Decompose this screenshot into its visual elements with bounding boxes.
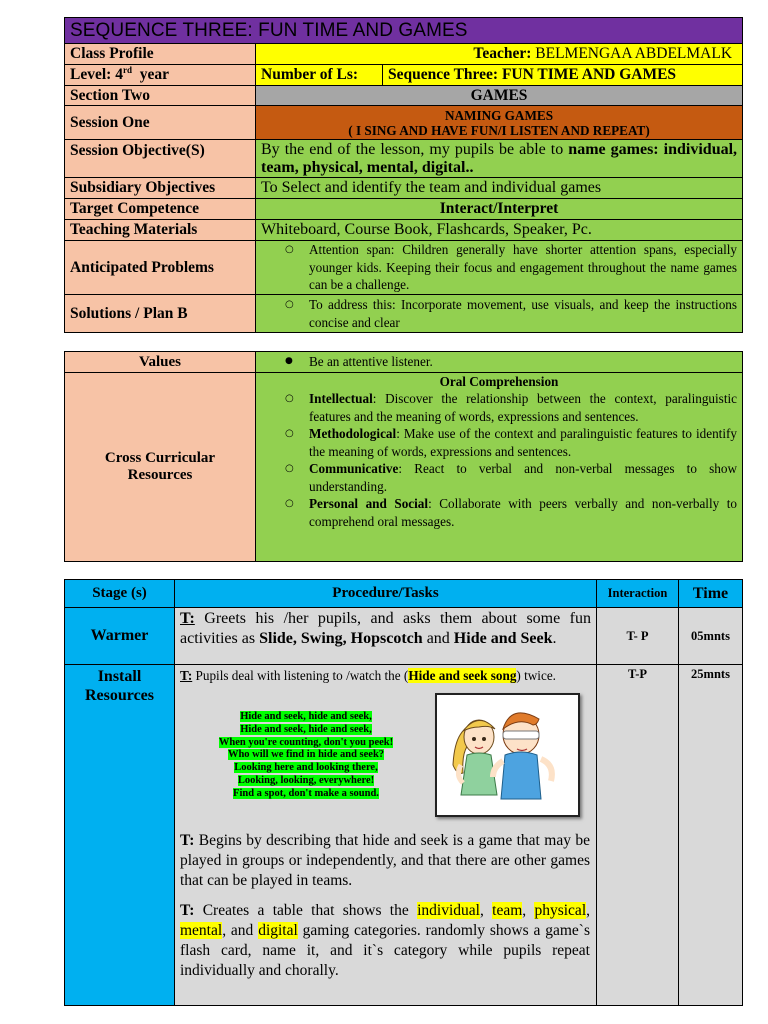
competency-item [261, 495, 737, 530]
para2-text: Begins by describing that hide and seek is a game that may be played in groups or independently, and that there are other games that can be played in teams. [180, 832, 590, 889]
problems-label: Anticipated Problems [65, 241, 256, 295]
cross-label-1: Cross Curricular [104, 450, 216, 466]
circle-bullet-icon: ○ [285, 498, 294, 509]
problems-cell [256, 241, 743, 295]
circle-bullet-icon: ○ [285, 299, 294, 310]
objective-cell [256, 140, 743, 178]
materials-text: Whiteboard, Course Book, Flashcards, Speaker, Pc. [256, 220, 743, 241]
song-line-text: Who will we find in hide and seek? [227, 749, 385, 761]
values-cell [256, 352, 743, 373]
install-task [175, 665, 597, 1006]
competency-text: : Collaborate with peers verbally and non-verbally to comprehend oral messages. [309, 496, 738, 529]
song-line-text: When you're counting, don't you peek! [218, 736, 394, 748]
category-mental: mental [180, 922, 223, 939]
oral-heading: Oral Comprehension [439, 374, 559, 389]
para3-a: Creates a table that shows the [194, 902, 418, 919]
solutions-list [261, 296, 737, 331]
para3-t: T: [180, 902, 195, 919]
session-label: Session One [65, 106, 256, 140]
song-line [206, 749, 406, 762]
competency-list [261, 390, 737, 530]
competency-term: Intellectual [309, 391, 373, 406]
sequence-title [65, 18, 743, 44]
sequence-value: FUN TIME AND GAMES [501, 66, 677, 83]
song-line [206, 762, 406, 775]
category-digital: digital [258, 922, 298, 939]
bullet-icon: ● [285, 356, 293, 367]
competence-label: Target Competence [65, 199, 256, 220]
warmer-games-1: Slide, Swing, Hopscotch [259, 630, 423, 647]
number-of-learners-label: Number of Ls: [256, 65, 383, 86]
category-team: team [492, 902, 523, 919]
lesson-profile-table [64, 17, 743, 333]
cross-curricular-label [65, 373, 256, 562]
install-text: Pupils deal with listening to /watch the ( [192, 668, 409, 683]
install-stage-1: Install [97, 668, 142, 685]
sep: , and [222, 922, 259, 939]
song-line [206, 711, 406, 724]
install-stage [65, 665, 175, 1006]
install-stage-2: Resources [84, 687, 155, 704]
category-individual: individual [417, 902, 480, 919]
warmer-games-2: Hide and Seek [453, 630, 553, 647]
level-text: Level: 4 [70, 66, 123, 84]
circle-bullet-icon: ○ [285, 463, 294, 474]
warmer-and: and [422, 630, 454, 647]
sep: , [479, 902, 493, 919]
solutions-item [261, 296, 737, 331]
solutions-label: Solutions / Plan B [65, 295, 256, 333]
song-line-text: Looking, looking, everywhere! [237, 774, 375, 786]
oral-comprehension-cell [256, 373, 743, 562]
competency-item [261, 425, 737, 460]
hide-and-seek-illustration [435, 693, 580, 817]
interaction-header: Interaction [597, 580, 679, 608]
level-label [65, 65, 256, 86]
values-table [64, 351, 743, 562]
competence-text: Interact/Interpret [256, 199, 743, 220]
warmer-interaction: T- P [597, 608, 679, 665]
problems-text: Attention span: Children generally have shorter attention spans, especially younger kids. Keeping their focus and engagement throughout the name games can be a challenge. [309, 242, 738, 293]
song-line-text: Find a spot, don't make a sound. [233, 787, 379, 799]
session-line-2: ( I SING AND HAVE FUN/I LISTEN AND REPEAT) [348, 122, 650, 138]
circle-bullet-icon: ○ [285, 393, 294, 404]
warmer-time: 05mnts [679, 608, 743, 665]
teacher-cell [256, 44, 743, 65]
circle-bullet-icon: ○ [285, 244, 294, 256]
sequence-title-text: SEQUENCE THREE: FUN TIME AND GAMES [70, 19, 468, 41]
para3-b: gaming categories. randomly shows a game`s flash card, name it, and it`s category while pupils repeat individually and chorally. [180, 922, 590, 979]
song-line [206, 788, 406, 801]
values-label: Values [65, 352, 256, 373]
competency-item [261, 390, 737, 425]
procedure-table [64, 579, 743, 1006]
subsidiary-label: Subsidiary Objectives [65, 178, 256, 199]
subsidiary-text: To Select and identify the team and individual games [256, 178, 743, 199]
para2-t: T: [180, 832, 195, 849]
competency-term: Methodological [309, 426, 397, 441]
install-paragraphs [180, 831, 590, 991]
time-header: Time [679, 580, 743, 608]
competency-term: Communicative [309, 461, 399, 476]
problems-item [261, 241, 737, 294]
solutions-text: To address this: Incorporate movement, use visuals, and keep the instructions concise and clear [309, 297, 738, 330]
category-physical: physical [534, 902, 587, 919]
sep: , [586, 902, 590, 919]
values-text: Be an attentive listener. [309, 354, 433, 370]
objective-label: Session Objective(S) [65, 140, 256, 178]
competency-item [261, 460, 737, 495]
sep: , [522, 902, 535, 919]
song-line-text: Hide and seek, hide and seek, [240, 711, 372, 722]
song-line [206, 724, 406, 737]
section-value: GAMES [256, 86, 743, 106]
sequence-cell [383, 65, 743, 86]
objective-bold: name games: individual, team, physical, mental, digital.. [261, 140, 738, 176]
kids-playing-icon [437, 695, 574, 811]
session-line-1: NAMING GAMES [444, 107, 554, 123]
circle-bullet-icon: ○ [285, 428, 294, 439]
teacher-name: BELMENGAA ABDELMALK [535, 45, 733, 62]
values-list [261, 353, 737, 371]
cross-label-2: Resources [127, 467, 193, 483]
warmer-task [175, 608, 597, 665]
warmer-t: T: [180, 610, 195, 627]
warmer-stage: Warmer [65, 608, 175, 665]
song-lyrics [206, 711, 406, 801]
song-title: Hide and seek song [408, 668, 517, 683]
install-interaction: T-P [597, 665, 679, 1006]
class-profile-label: Class Profile [65, 44, 256, 65]
warmer-text: Greets his /her pupils, and asks them about some fun activities as [180, 610, 591, 647]
song-line [206, 775, 406, 788]
install-time: 25mnts [679, 665, 743, 1006]
competency-text: : Discover the relationship between the context, paralinguistic features and the meaning of words, expressions and sentences. [309, 391, 737, 424]
install-t: T: [180, 668, 193, 683]
song-line [206, 737, 406, 750]
competency-term: Personal and Social [309, 496, 429, 511]
materials-label: Teaching Materials [65, 220, 256, 241]
level-suffix: year [131, 66, 169, 84]
teacher-label: Teacher: [473, 45, 532, 62]
install-end: ) twice. [516, 668, 556, 683]
install-intro [180, 667, 591, 684]
describe-paragraph [180, 831, 590, 891]
session-value [256, 106, 743, 140]
competency-text: : Make use of the context and paralinguistic features to identify the meaning of words, expressions and sentences. [309, 426, 737, 459]
song-line-text: Looking here and looking there, [234, 762, 378, 774]
problems-list [261, 241, 737, 294]
values-item [261, 353, 737, 371]
stage-header: Stage (s) [65, 580, 175, 608]
objective-text: By the end of the lesson, my pupils be able to [261, 140, 569, 158]
song-line-text: Hide and seek, hide and seek, [240, 723, 372, 735]
sequence-label: Sequence Three: [388, 66, 499, 83]
categories-paragraph [180, 901, 590, 981]
section-label: Section Two [65, 86, 256, 106]
competency-text: : React to verbal and non-verbal messages to show understanding. [309, 461, 737, 494]
tasks-header: Procedure/Tasks [175, 580, 597, 608]
warmer-end: . [552, 630, 557, 647]
level-sup: rd [122, 65, 132, 76]
solutions-cell [256, 295, 743, 333]
